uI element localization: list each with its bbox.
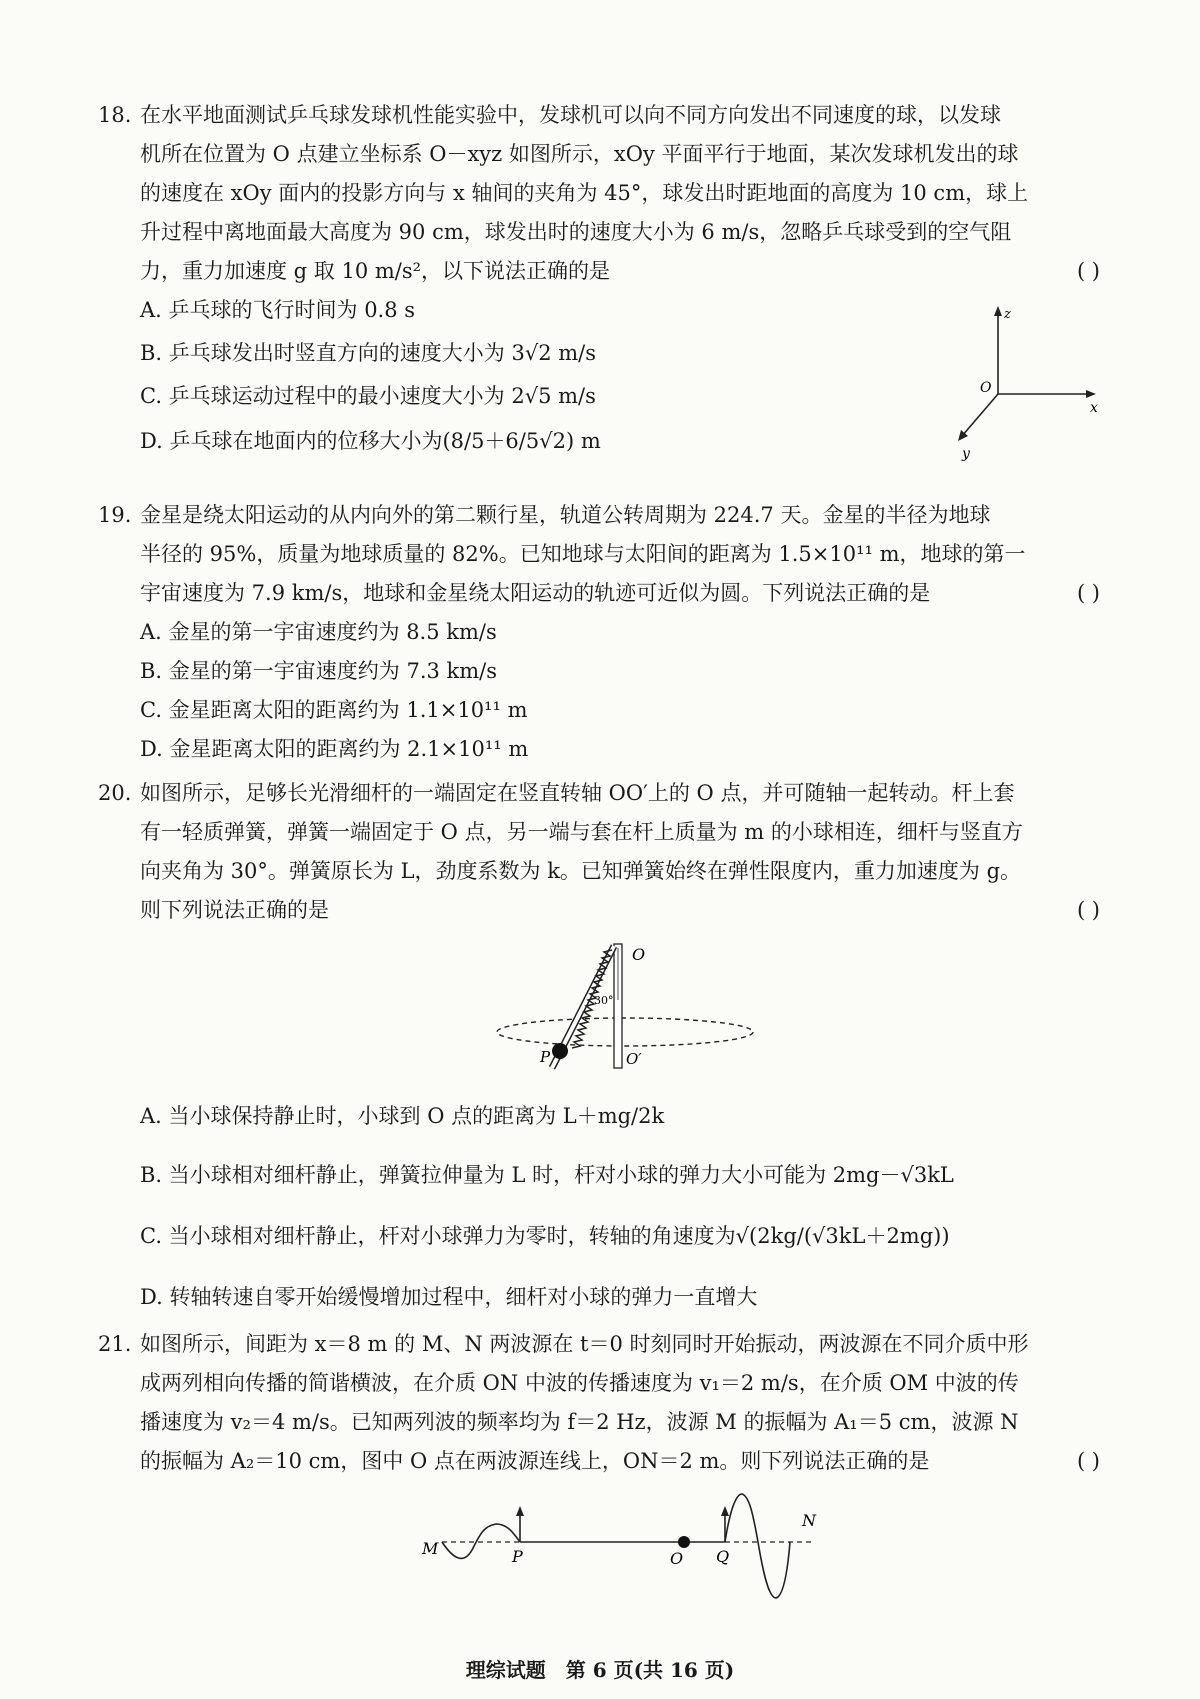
coordinate-axes-figure xyxy=(940,300,1130,470)
x-label: x xyxy=(1090,400,1098,416)
stem-text: 的振幅为 A₂＝10 cm，图中 O 点在两波源连线上，ON＝2 m。则下列说法正确的是 xyxy=(140,1449,930,1473)
stem-line xyxy=(140,1442,1100,1481)
wave-m xyxy=(442,1524,520,1558)
label-o-prime: O′ xyxy=(626,1050,642,1068)
rotation-orbit xyxy=(497,1018,753,1046)
point-o xyxy=(678,1536,690,1548)
p-arrowhead xyxy=(516,1506,524,1516)
y-axis xyxy=(962,394,998,436)
label-p: P xyxy=(540,1048,551,1066)
page-footer: 理综试题 第 6 页(共 16 页) xyxy=(465,1658,735,1682)
stem-line: 向夹角为 30°。弹簧原长为 L，劲度系数为 k。已知弹簧始终在弹性限度内，重力加速度为 g。 xyxy=(140,859,1022,883)
option-c: C. 乒乓球运动过程中的最小速度大小为 2√5 m/s xyxy=(140,384,596,408)
option-b: B. 金星的第一宇宙速度约为 7.3 km/s xyxy=(140,659,498,683)
origin-label: O xyxy=(980,380,992,396)
label-angle: 30° xyxy=(594,994,614,1007)
stem-line xyxy=(140,891,1100,930)
stem-line: 升过程中离地面最大高度为 90 cm，球发出时的速度大小为 6 m/s，忽略乒乓球受到的空气阻 xyxy=(140,220,1012,244)
stem-line: 的速度在 xOy 面内的投影方向与 x 轴间的夹角为 45°，球发出时距地面的高度为 10 cm，球上 xyxy=(140,181,1029,205)
label-o: O xyxy=(632,945,646,964)
q-arrowhead xyxy=(721,1506,729,1516)
stem-line xyxy=(140,574,1100,613)
stem-line: 有一轻质弹簧，弹簧一端固定于 O 点，另一端与套在杆上质量为 m 的小球相连，细杆与竖直方 xyxy=(140,820,1023,844)
question-20 xyxy=(98,774,1100,930)
answer-bracket: ( ) xyxy=(1076,581,1100,605)
option-d: D. 转轴转速自零开始缓慢增加过程中，细杆对小球的弹力一直增大 xyxy=(140,1285,758,1309)
two-wave-figure xyxy=(420,1490,840,1608)
stem-line xyxy=(140,252,1100,291)
option-a: A. 当小球保持静止时，小球到 O 点的距离为 L＋mg/2k xyxy=(140,1104,665,1128)
stem-line: 如图所示，足够长光滑细杆的一端固定在竖直转轴 OO′上的 O 点，并可随轴一起转动。杆上套 xyxy=(140,781,1015,805)
stem-text: 力，重力加速度 g 取 10 m/s²，以下说法正确的是 xyxy=(140,259,611,283)
label-n: N xyxy=(802,1511,816,1530)
answer-bracket: ( ) xyxy=(1076,898,1100,922)
option-c: C. 金星距离太阳的距离约为 1.1×10¹¹ m xyxy=(140,698,528,722)
stem-text: 则下列说法正确的是 xyxy=(140,898,329,922)
stem-line: 播速度为 v₂＝4 m/s。已知两列波的频率均为 f＝2 Hz，波源 M 的振幅为 A₁＝5 cm，波源 N xyxy=(140,1410,1019,1434)
option-a: A. 金星的第一宇宙速度约为 8.5 km/s xyxy=(140,620,497,644)
option-d: D. 金星距离太阳的距离约为 2.1×10¹¹ m xyxy=(140,737,529,761)
answer-bracket: ( ) xyxy=(1076,1449,1100,1473)
question-19 xyxy=(98,496,1100,769)
option-a: A. 乒乓球的飞行时间为 0.8 s xyxy=(140,298,416,322)
question-20-options xyxy=(140,1097,1100,1317)
stem-line: 半径的 95%，质量为地球质量的 82%。已知地球与太阳间的距离为 1.5×10¹¹ m，地球的第一 xyxy=(140,542,1026,566)
stem-line: 成两列相向传播的简谐横波，在介质 ON 中波的传播速度为 v₁＝2 m/s，在介质 OM 中波的传 xyxy=(140,1371,1019,1395)
label-o: O xyxy=(670,1549,684,1568)
wave-n xyxy=(725,1494,790,1598)
stem-line: 如图所示，间距为 x＝8 m 的 M、N 两波源在 t＝0 时刻同时开始振动，两波源在不同介质中形 xyxy=(140,1332,1029,1356)
option-b: B. 当小球相对细杆静止，弹簧拉伸量为 L 时，杆对小球的弹力大小可能为 2mg－√3kL xyxy=(140,1163,954,1187)
question-number: 18. xyxy=(98,103,132,127)
option-d: D. 乒乓球在地面内的位移大小为(8/5＋6/5√2) m xyxy=(140,429,601,453)
stem-text: 宇宙速度为 7.9 km/s，地球和金星绕太阳运动的轨迹可近似为圆。下列说法正确的是 xyxy=(140,581,931,605)
option-c: C. 当小球相对细杆静止，杆对小球弹力为零时，转轴的角速度为√(2kg/(√3kL＋2mg)) xyxy=(140,1224,950,1248)
label-p: P xyxy=(512,1547,523,1566)
stem-line: 金星是绕太阳运动的从内向外的第二颗行星，轨道公转周期为 224.7 天。金星的半径为地球 xyxy=(140,503,991,527)
ball xyxy=(552,1043,568,1059)
label-q: Q xyxy=(716,1547,730,1566)
option-b: B. 乒乓球发出时竖直方向的速度大小为 3√2 m/s xyxy=(140,341,596,365)
question-21 xyxy=(98,1325,1100,1481)
answer-bracket: ( ) xyxy=(1076,259,1100,283)
x-arrow xyxy=(1086,390,1096,398)
z-arrow xyxy=(994,306,1002,316)
y-label: y xyxy=(962,446,970,462)
stem-line: 在水平地面测试乒乓球发球机性能实验中，发球机可以向不同方向发出不同速度的球，以发球 xyxy=(140,103,1001,127)
question-number: 21. xyxy=(98,1332,132,1356)
stem-line: 机所在位置为 O 点建立坐标系 O－xyz 如图所示，xOy 平面平行于地面，某次发球机发出的球 xyxy=(140,142,1019,166)
question-number: 19. xyxy=(98,503,132,527)
label-m: M xyxy=(422,1539,439,1558)
question-number: 20. xyxy=(98,781,132,805)
z-label: z xyxy=(1004,307,1011,322)
rotating-rod-figure xyxy=(490,940,760,1080)
